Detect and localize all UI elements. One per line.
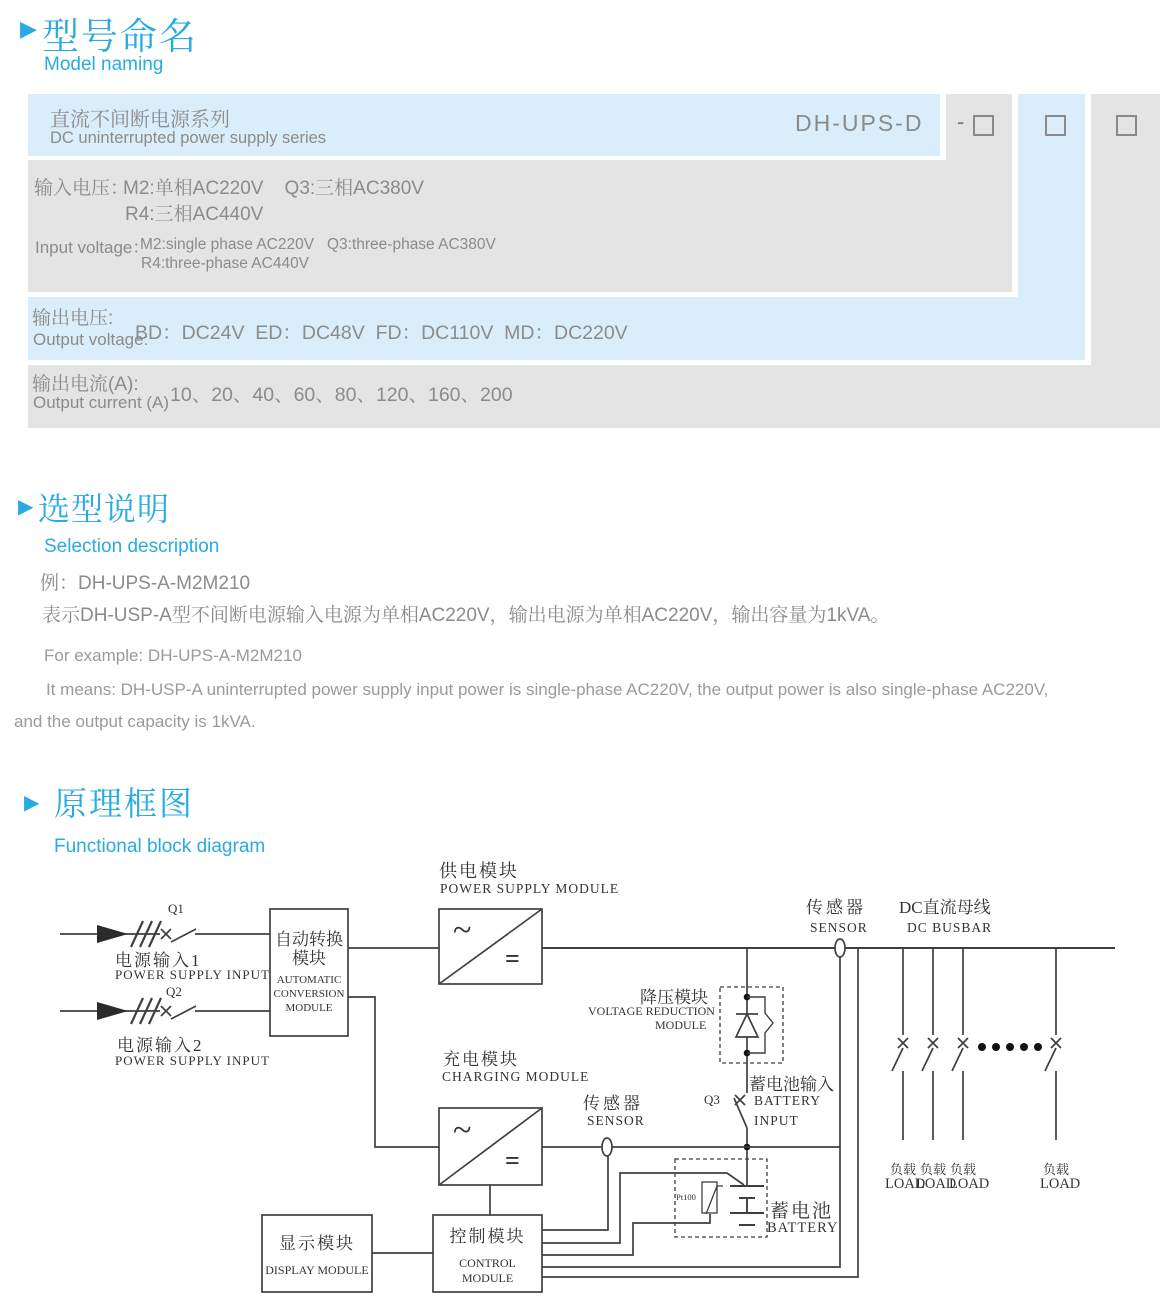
model-code-dash: -: [957, 109, 965, 134]
arrow-right-icon: [97, 925, 128, 943]
model-code: DH-UPS-D: [795, 110, 924, 136]
selection-title-zh: 选型说明: [38, 491, 171, 527]
series-name-zh: 直流不间断电源系列: [50, 109, 230, 131]
pt100-sensor-icon: [702, 1182, 717, 1213]
input-voltage-label-zh: 输入电压：: [34, 178, 130, 199]
dc-symbol: =: [505, 944, 520, 973]
load-label-zh: 负载: [1043, 1162, 1070, 1177]
selection-example-en: For example: DH-UPS-A-M2M210: [44, 646, 302, 665]
voltage-reduction-label-zh: 降压模块: [640, 988, 708, 1007]
section-marker-icon: ▶: [18, 496, 34, 518]
control-module-label-en: CONTROL MODULE: [459, 1255, 516, 1285]
output-voltage-label-en: Output voltage:: [33, 330, 149, 349]
diagram-title-zh: 原理框图: [54, 785, 194, 822]
charge-sensor-label-en: SENSOR: [587, 1113, 645, 1128]
charge-sensor-label-zh: 传感器: [583, 1094, 643, 1113]
output-voltage-label-zh: 输出电压:: [32, 308, 114, 329]
breaker-q3-label: Q3: [704, 1092, 720, 1107]
conv-label-en3: MODULE: [285, 1002, 333, 1014]
output-current-label-zh: 输出电流(A):: [32, 374, 139, 395]
diagram-title-en: Functional block diagram: [54, 836, 266, 857]
input-voltage-options-zh-2: R4:三相AC440V: [125, 204, 264, 225]
battery-input-label-zh: 蓄电池输入: [749, 1075, 834, 1094]
conv-label-zh1: 自动转换: [275, 930, 343, 949]
battery-icon: [730, 1186, 764, 1225]
display-module-label-zh: 显示模块: [279, 1234, 355, 1253]
busbar-sensor-label-zh: 传感器: [806, 898, 866, 917]
selection-example-zh: 例：DH-UPS-A-M2M210: [40, 573, 251, 594]
arrow-right-icon: [97, 1002, 128, 1020]
model-naming-title-zh: 型号命名: [42, 16, 198, 57]
input-voltage-options-en-1: M2:single phase AC220V Q3:three-phase AC380V: [140, 236, 496, 253]
breaker-q2-label: Q2: [166, 984, 182, 999]
pt100-label: Pt100: [676, 1192, 696, 1202]
dc-busbar-label-zh: DC直流母线: [899, 898, 991, 917]
battery-label-zh: 蓄电池: [770, 1201, 834, 1222]
diode-icon: [736, 1014, 758, 1037]
output-current-values: 10、20、40、60、80、120、160、200: [170, 384, 513, 406]
voltage-reduction-label-en1: VOLTAGE REDUCTION: [588, 1004, 715, 1018]
battery-input-label-en2: INPUT: [754, 1113, 799, 1128]
input-voltage-options-zh-1: M2:单相AC220V Q3:三相AC380V: [123, 178, 424, 199]
section-marker-icon: ▶: [20, 16, 37, 41]
conv-label-zh2: 模块: [292, 949, 326, 968]
ac-symbol: ~: [453, 912, 472, 949]
input-voltage-label-en: Input voltage：: [35, 238, 150, 257]
output-current-label-en: Output current (A): [33, 393, 170, 412]
selection-title-en: Selection description: [44, 536, 220, 557]
ellipsis-dots-icon: [978, 1043, 1042, 1051]
load-label-en: LOAD: [885, 1176, 926, 1192]
power-supply-module-label-zh: 供电模块: [439, 861, 519, 881]
input-voltage-options-en-2: R4:three-phase AC440V: [141, 255, 310, 272]
control-module-label-zh: 控制模块: [449, 1226, 526, 1246]
conv-label-en2: CONVERSION: [273, 988, 345, 1000]
battery-input-label-en1: BATTERY: [754, 1093, 822, 1108]
busbar-sensor-label-en: SENSOR: [810, 920, 868, 935]
charge-ac-symbol: ~: [453, 1112, 472, 1149]
voltage-reduction-label-en2: MODULE: [655, 1018, 707, 1032]
selection-meaning-zh: 表示DH-USP-A型不间断电源输入电源为单相AC220V，输出电源为单相AC220V，输出容量为1kVA。: [42, 605, 890, 626]
sensor-icon: [835, 939, 845, 957]
power-input2-label-zh: 电源输入2: [117, 1036, 204, 1055]
load-label-en: LOAD: [1040, 1176, 1081, 1192]
charging-module-label-zh: 充电模块: [443, 1050, 519, 1069]
power-supply-module-label-en: POWER SUPPLY MODULE: [440, 881, 620, 896]
load-label-zh: 负载: [920, 1162, 947, 1177]
series-name-en: DC uninterrupted power supply series: [50, 129, 327, 147]
section-marker-icon: ▶: [24, 792, 40, 814]
selection-meaning-en-2: and the output capacity is 1kVA.: [14, 712, 256, 731]
output-voltage-values: BD：DC24V ED：DC48V FD：DC110V MD：DC220V: [135, 322, 628, 344]
power-input1-label-zh: 电源输入1: [115, 951, 202, 970]
breaker-q1-label: Q1: [168, 901, 184, 916]
charge-dc-symbol: =: [505, 1146, 520, 1175]
load-label-zh: 负载: [950, 1162, 977, 1177]
control-module-box: [433, 1218, 542, 1289]
power-input2-label-en: POWER SUPPLY INPUT: [115, 1053, 270, 1068]
dc-busbar-label-en: DC BUSBAR: [907, 920, 993, 935]
conv-label-en1: AUTOMATIC: [276, 974, 342, 986]
model-naming-title-en: Model naming: [44, 54, 164, 75]
power-input1-label-en: POWER SUPPLY INPUT: [115, 967, 270, 982]
display-module-box: [262, 1218, 372, 1289]
selection-meaning-en-1: It means: DH-USP-A uninterrupted power supply input power is single-phase AC220V, the output power is also single-phase AC220V,: [46, 680, 1049, 699]
load-label-en: LOAD: [916, 1176, 957, 1192]
display-module-label-en: DISPLAY MODULE: [265, 1263, 369, 1277]
load-label-zh: 负载: [890, 1162, 917, 1177]
sensor-icon: [602, 1138, 612, 1156]
battery-label-en: BATTERY: [767, 1220, 839, 1236]
automatic-conversion-module-box: [270, 911, 348, 1034]
charging-module-label-en: CHARGING MODULE: [442, 1069, 590, 1084]
load-label-en: LOAD: [949, 1176, 990, 1192]
